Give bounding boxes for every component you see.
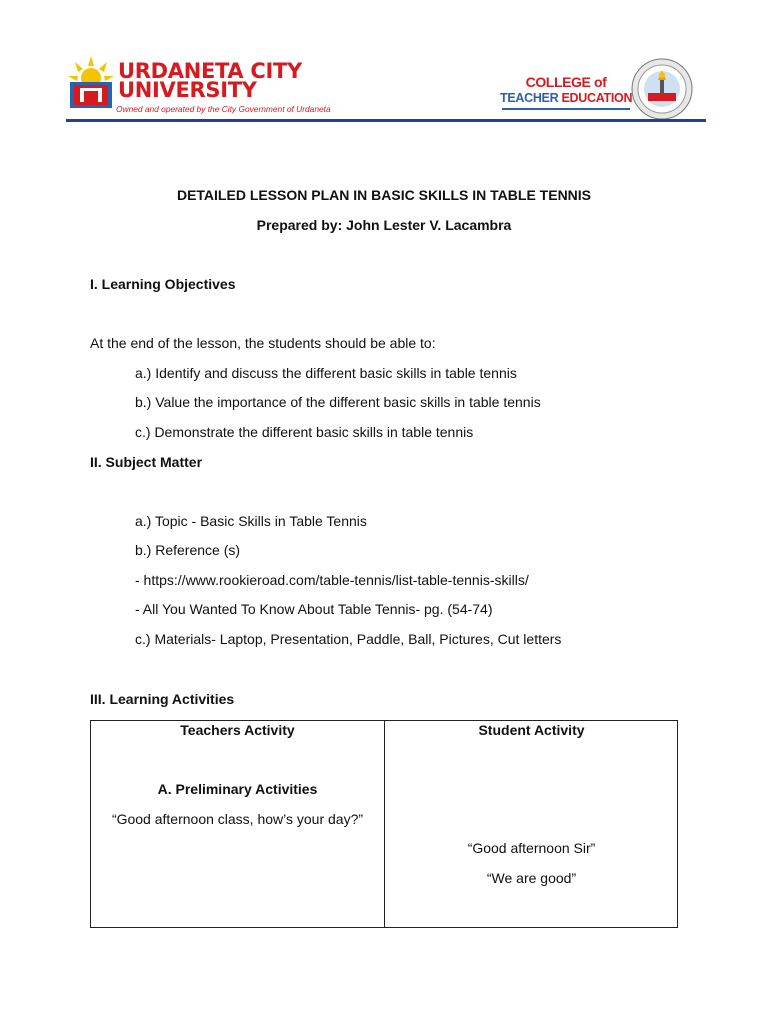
header-divider [66, 119, 706, 122]
college-underline [502, 108, 630, 110]
subject-reference-book: - All You Wanted To Know About Table Tennis- pg. (54-74) [135, 601, 493, 617]
teacher-line: “Good afternoon class, how’s your day?” [111, 811, 364, 827]
learning-activities-table [90, 720, 678, 928]
student-line: “Good afternoon Sir” [467, 840, 596, 856]
table-header-teacher: Teachers Activity [180, 722, 295, 738]
college-logo [500, 74, 632, 110]
letterhead [66, 52, 706, 126]
university-seal-icon [66, 54, 116, 114]
subject-reference-url: - https://www.rookieroad.com/table-tennis/list-table-tennis-skills/ [135, 572, 529, 588]
student-line: “We are good” [486, 870, 577, 886]
prepared-by: Prepared by: John Lester V. Lacambra [256, 217, 512, 233]
objective-item: a.) Identify and discuss the different basic skills in table tennis [135, 365, 517, 381]
university-name [118, 59, 302, 102]
college-department-education: EDUCATION [561, 91, 633, 105]
subject-topic: a.) Topic - Basic Skills in Table Tennis [135, 513, 367, 529]
document-title: DETAILED LESSON PLAN IN BASIC SKILLS IN TABLE TENNIS [176, 187, 592, 203]
section-heading-learning-activities: III. Learning Activities [90, 691, 235, 707]
subject-materials: c.) Materials- Laptop, Presentation, Paddle, Ball, Pictures, Cut letters [135, 631, 562, 647]
college-label: COLLEGE of [525, 74, 607, 90]
table-header-student: Student Activity [478, 722, 585, 738]
teacher-subheading: A. Preliminary Activities [157, 781, 318, 797]
college-department-teacher: TEACHER [500, 91, 559, 105]
objective-item: c.) Demonstrate the different basic skills in table tennis [135, 424, 474, 440]
section-heading-objectives: I. Learning Objectives [90, 276, 236, 292]
college-department [500, 90, 632, 106]
subject-reference-label: b.) Reference (s) [135, 542, 241, 558]
university-subtitle: Owned and operated by the City Government of Urdaneta [116, 104, 331, 114]
college-seal-icon [631, 58, 693, 120]
university-name-line1: URDANETA CITY [118, 59, 302, 83]
table-column-divider [384, 721, 385, 927]
objectives-intro: At the end of the lesson, the students should be able to: [90, 335, 436, 351]
section-heading-subject-matter: II. Subject Matter [90, 454, 203, 470]
objective-item: b.) Value the importance of the different basic skills in table tennis [135, 394, 541, 410]
university-name-line2: UNIVERSITY [118, 78, 257, 102]
